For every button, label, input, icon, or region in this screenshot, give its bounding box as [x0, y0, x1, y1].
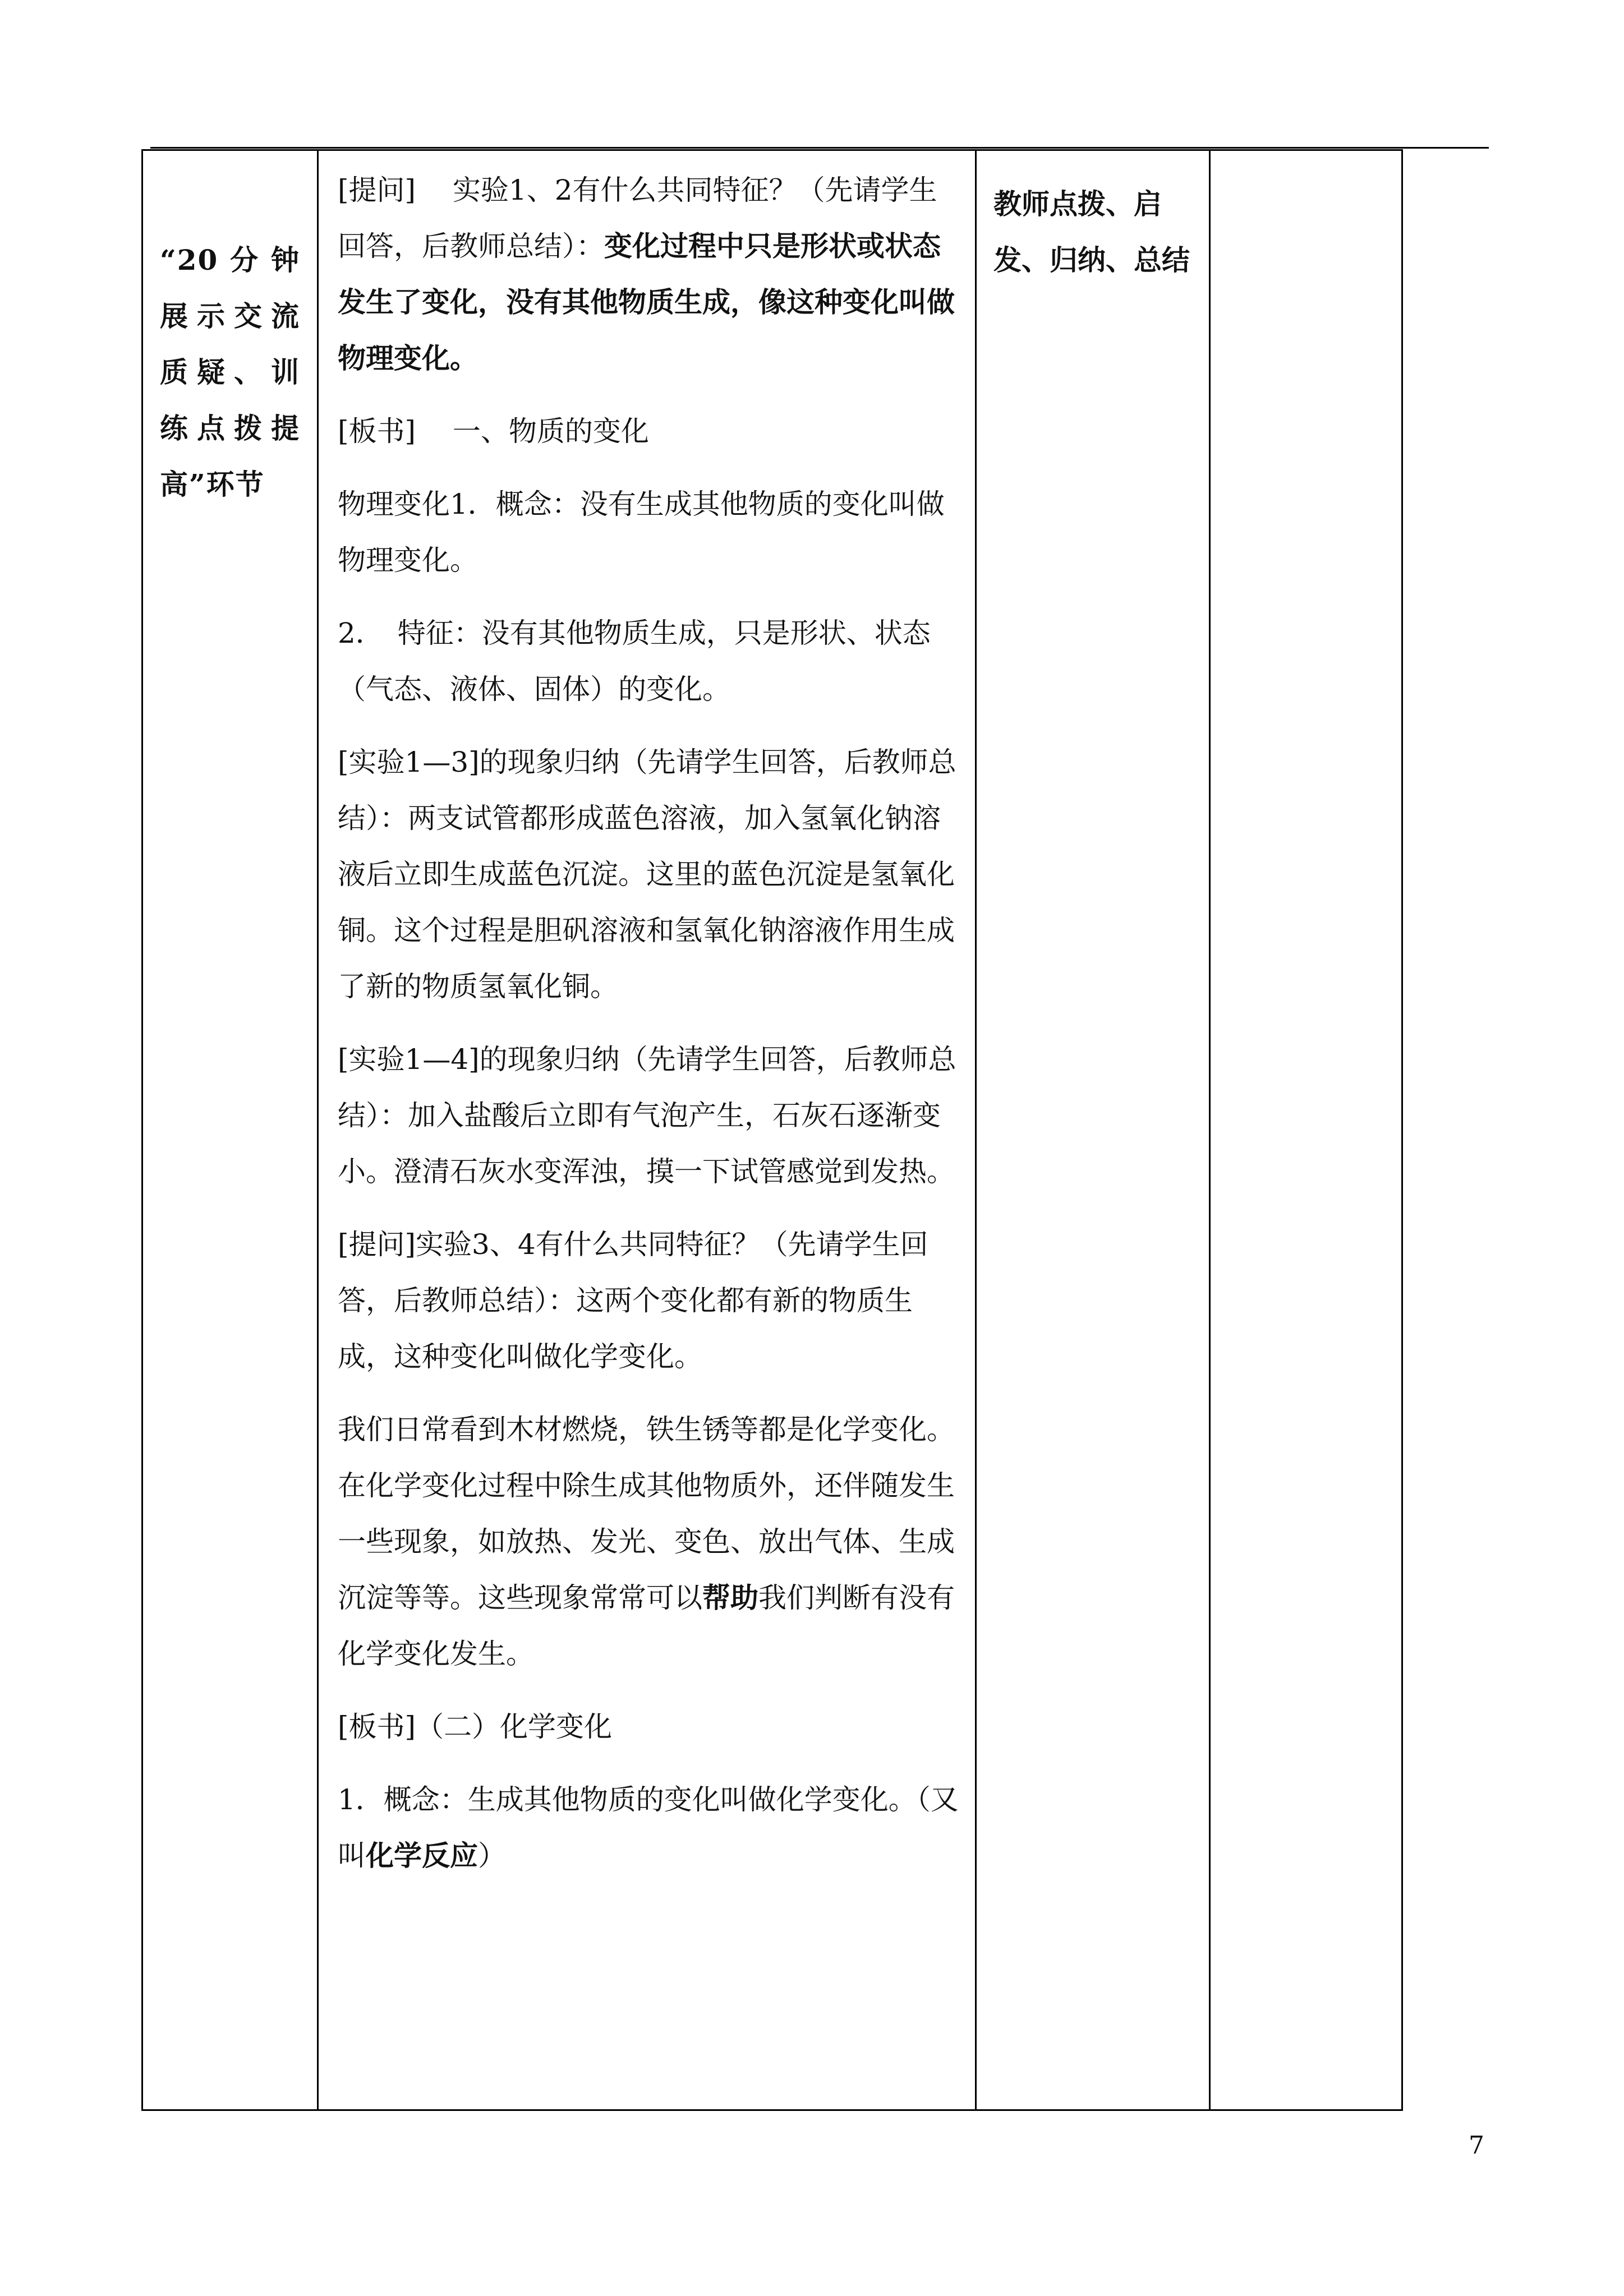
paragraph-pre-text: [板书] 一、物质的变化	[338, 415, 649, 448]
stage-label: “20分钟展示交流质疑、训练点拨提高”环节	[160, 243, 300, 501]
content-paragraph	[338, 734, 964, 1015]
content-paragraph	[338, 403, 964, 459]
content-paragraph	[338, 476, 964, 588]
method-cell	[976, 150, 1210, 2110]
table-row	[142, 150, 1410, 2110]
content-paragraph	[338, 162, 964, 386]
paragraph-post-text: 我们判断有没有化学变化发生。	[338, 1582, 955, 1670]
content-paragraph	[338, 1772, 964, 1884]
paragraph-pre-text: [实验1—3]的现象归纳（先请学生回答，后教师总结）：两支试管都形成蓝色溶液，加入氢氧化钠溶液后立即生成蓝色沉淀。这里的蓝色沉淀是氢氧化铜。这个过程是胆矾溶液和氢氧化钠溶液作用生成了新的物质氢氧化铜。	[338, 746, 956, 1003]
content-cell	[318, 150, 976, 2110]
content-paragraph	[338, 1401, 964, 1682]
page-number: 7	[1469, 2131, 1484, 2160]
margin-cell	[1402, 150, 1410, 2110]
header-rule	[150, 147, 1489, 149]
paragraph-pre-text: [板书]（二）化学变化	[338, 1711, 613, 1743]
content-paragraph	[338, 1216, 964, 1385]
paragraph-bold-text: 变化过程中只是形状或状态发生了变化，没有其他物质生成，像这种变化叫做物理变化。	[338, 229, 955, 375]
content-paragraph	[338, 605, 964, 717]
teaching-method: 教师点拨、启发、归纳、总结	[993, 187, 1190, 276]
paragraph-pre-text: [提问]实验3、4有什么共同特征？（先请学生回答，后教师总结）：这两个变化都有新的物质生成，这种变化叫做化学变化。	[338, 1228, 928, 1373]
stage-cell	[142, 150, 318, 2110]
lesson-plan-table	[141, 149, 1410, 2111]
paragraph-pre-text: 我们日常看到木材燃烧，铁生锈等都是化学变化。在化学变化过程中除生成其他物质外，还伴随发生一些现象，如放热、发光、变色、放出气体、生成沉淀等等。这些现象常常可以	[338, 1413, 955, 1614]
paragraph-bold-text: 帮助	[702, 1581, 758, 1614]
content-paragraph	[338, 1699, 964, 1755]
paragraph-pre-text: 1．概念：生成其他物质的变化叫做化学变化。（又叫	[338, 1783, 959, 1872]
lesson-content	[319, 151, 975, 1884]
paragraph-pre-text: 2． 特征：没有其他物质生成，只是形状、状态（气态、液体、固体）的变化。	[338, 617, 931, 706]
paragraph-bold-text: 化学反应	[366, 1839, 478, 1872]
content-paragraph	[338, 1031, 964, 1200]
paragraph-pre-text: 物理变化1．概念：没有生成其他物质的变化叫做物理变化。	[338, 488, 945, 577]
paragraph-pre-text: [提问] 实验1、2有什么共同特征？（先请学生回答，后教师总结）：	[338, 174, 937, 262]
paragraph-post-text: ）	[478, 1839, 506, 1872]
notes-cell	[1210, 150, 1402, 2110]
paragraph-pre-text: [实验1—4]的现象归纳（先请学生回答，后教师总结）：加入盐酸后立即有气泡产生，石灰石逐渐变小。澄清石灰水变浑浊，摸一下试管感觉到发热。	[338, 1043, 956, 1188]
